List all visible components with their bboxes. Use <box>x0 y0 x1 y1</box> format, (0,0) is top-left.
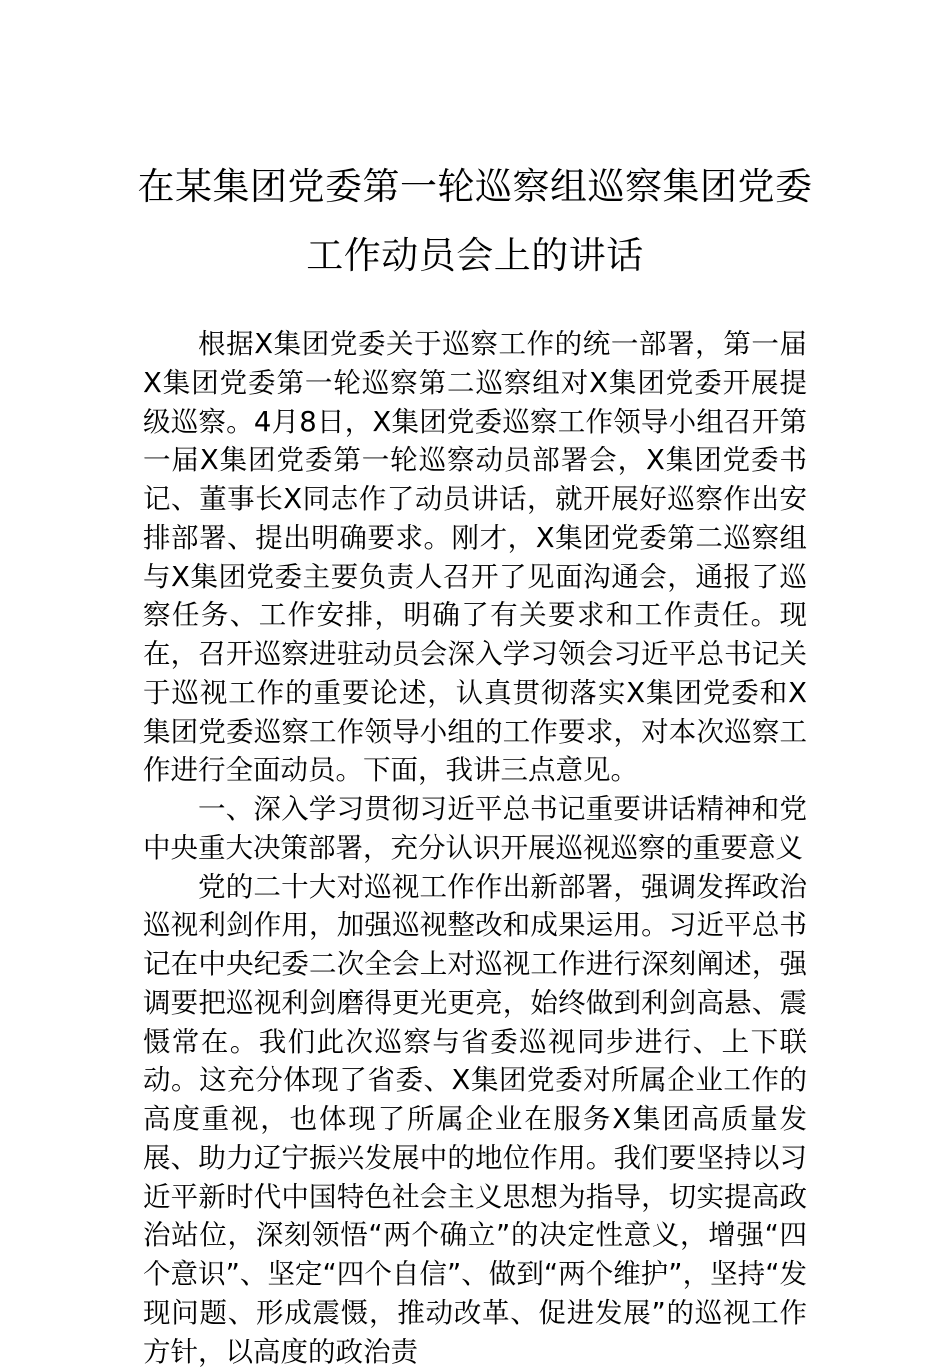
document-body <box>143 325 807 1371</box>
document-title-line-2: 工作动员会上的讲话 <box>0 232 950 280</box>
section-heading-1: 一、深入学习贯彻习近平总书记重要讲话精神和党中央重大决策部署，充分认识开展巡视巡察的重要意义 <box>143 790 807 868</box>
body-paragraph-intro: 根据X集团党委关于巡察工作的统一部署，第一届X集团党委第一轮巡察第二巡察组对X集团党委开展提级巡察。4月8日，X集团党委巡察工作领导小组召开第一届X集团党委第一轮巡察动员部署会，X集团党委书记、董事长X同志作了动员讲话，就开展好巡察作出安排部署、提出明确要求。刚才，X集团党委第二巡察组与X集团党委主要负责人召开了见面沟通会，通报了巡察任务、工作安排，明确了有关要求和工作责任。现在，召开巡察进驻动员会深入学习领会习近平总书记关于巡视工作的重要论述，认真贯彻落实X集团党委和X集团党委巡察工作领导小组的工作要求，对本次巡察工作进行全面动员。下面，我讲三点意见。 <box>143 325 807 790</box>
document-title-line-1: 在某集团党委第一轮巡察组巡察集团党委 <box>0 163 950 211</box>
body-paragraph-section-1: 党的二十大对巡视工作作出新部署，强调发挥政治巡视利剑作用，加强巡视整改和成果运用。习近平总书记在中央纪委二次全会上对巡视工作进行深刻阐述，强调要把巡视利剑磨得更光更亮，始终做到利剑高悬、震慑常在。我们此次巡察与省委巡视同步进行、上下联动。这充分体现了省委、X集团党委对所属企业工作的高度重视，也体现了所属企业在服务X集团高质量发展、助力辽宁振兴发展中的地位作用。我们要坚持以习近平新时代中国特色社会主义思想为指导，切实提高政治站位，深刻领悟“两个确立”的决定性意义，增强“四个意识”、坚定“四个自信”、做到“两个维护”，坚持“发现问题、形成震慑，推动改革、促进发展”的巡视工作方针，以高度的政治责 <box>143 868 807 1371</box>
